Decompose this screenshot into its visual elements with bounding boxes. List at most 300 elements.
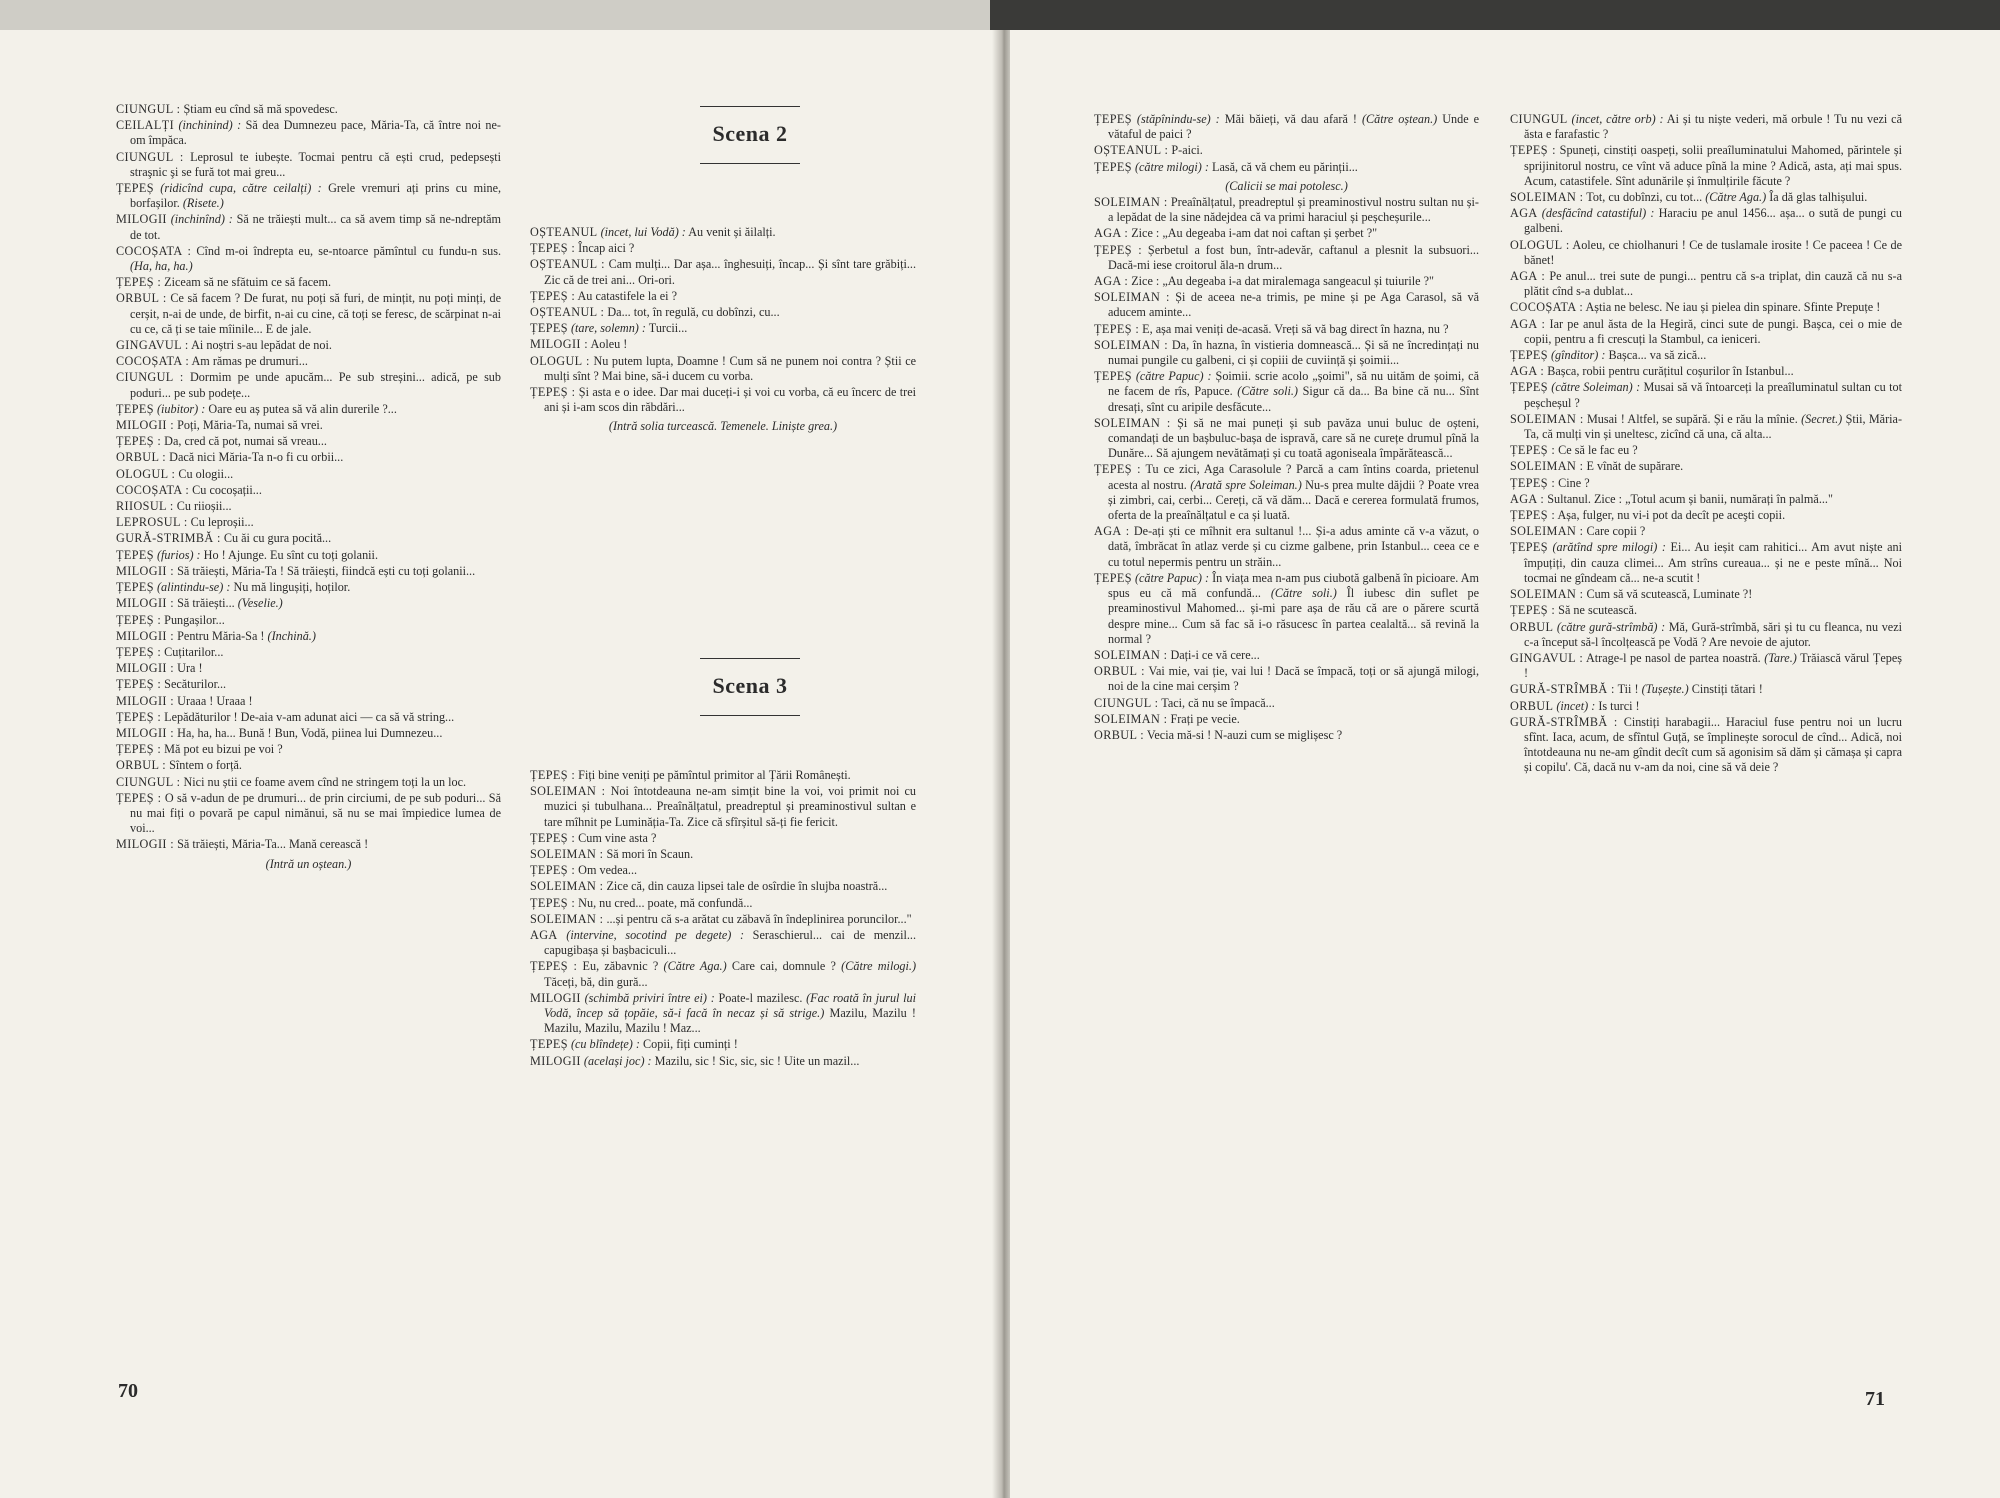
dialogue-text: Fiți bine veniți pe pămîntul primitor al Țării Românești. [578,768,851,782]
speaker-name: RIIOSUL : [116,499,174,514]
speaker-name: ȚEPEȘ : [116,434,162,449]
dialogue-text: Tii ! [1617,682,1639,697]
dialogue-line [116,244,501,274]
dialogue-line [1510,620,1902,650]
speaker-name: COCOȘATA : [116,354,190,369]
dialogue-text: Ziceam să ne sfătuim ce să facem. [164,275,331,290]
speaker-name: AGA : [1094,226,1129,241]
speaker-name: ȚEPEȘ [1510,540,1548,555]
speaker-name: SOLEIMAN : [1094,711,1168,726]
stage-direction: (Tare.) [1764,650,1797,665]
speaker-name: ȚEPEȘ [1094,159,1132,174]
dialogue-text: Taci, că nu se împacă... [1161,695,1275,710]
dialogue-text: Cu ologii... [178,466,234,481]
speaker-name: ORBUL : [1094,664,1145,679]
speaker-name: OȘTEANUL : [530,257,605,272]
dialogue-text: Iar pe anul ăsta de la Hegiră, cinci sute de pungi. Bașca, cei o mie de copii, pentru a fi crescuți la Stambul, ca ienicerі. [1524,316,1902,346]
stage-direction: (Către soli.) [1237,384,1298,399]
speaker-name: CIUNGUL : [1094,695,1159,710]
speaker-name: LEPROSUL : [116,515,188,530]
dialogue-text: Tot, cu dobînzi, cu tot... [1586,190,1703,205]
dialogue-text: E vînăt de supărare. [1586,459,1684,474]
stage-direction: (Arată spre Soleiman.) [1190,477,1302,492]
speaker-name: ȚEPEȘ : [1094,242,1142,257]
dialogue-line [1510,190,1902,205]
dialogue-text: Mazilu, sic ! Sic, sic, sic ! Uite un mazil... [654,1053,860,1068]
dialogue-text: Frați pe vecie. [1170,711,1240,726]
dialogue-text: Aoleu ! [590,337,628,352]
dialogue-line [116,726,501,741]
speaker-name: ORBUL : [116,450,167,465]
dialogue-line [530,289,916,304]
dialogue-line [116,596,501,611]
dialogue-line [530,1054,916,1069]
speaker-name: MILOGII : [116,837,175,852]
dialogue-text: Secăturilor... [164,677,227,692]
dialogue-line [530,959,916,989]
dialogue-line [530,305,916,320]
speaker-name: OȘTEANUL : [1094,143,1169,158]
stage-direction: (desfăcînd catastiful) : [1541,206,1655,221]
speaker-name: ȚEPEȘ : [1094,462,1141,477]
dialogue-text: Nu-s prea multe dăjdii ? Poate vrea și zimbri, cai, cerbi... Cereți, că vă dăm... Dacă e cererea formulată frumos, oferta de la preaînălțatul e ca și luată. [1108,477,1480,523]
dialogue-text: Lasă, că vă chem eu părinții... [1212,159,1358,174]
dialogue-text: Is turci ! [1598,698,1640,713]
dialogue-line [116,181,501,211]
speaker-name: MILOGII : [116,693,175,708]
page-number: 70 [118,1380,138,1402]
dialogue-text: Dormim pe unde apucăm... Pe sub streșini... adică, pe sub poduri... pe sub podețe... [130,370,501,400]
speaker-name: SOLEIMAN : [1510,587,1584,602]
speaker-name: OLOGUL : [530,353,590,368]
page-number: 71 [1865,1388,1885,1410]
stage-direction: (incet, către orb) : [1571,112,1664,126]
speaker-name: ȚEPEȘ : [530,768,576,782]
dialogue-text: Am rămas pe drumuri... [191,354,308,369]
speaker-name: CIUNGUL [1510,112,1568,126]
speaker-name: ȚEPEȘ [1094,570,1132,585]
dialogue-text: Lepădăturilor ! De-aia v-am adunat aici — ca să vă string... [164,709,455,724]
dialogue-text: Copii, fiți cuminți ! [643,1037,738,1052]
dialogue-text: Care copii ? [1586,524,1646,539]
dialogue-line [116,837,501,852]
speaker-name: ȚEPEȘ [1094,112,1132,126]
dialogue-text: Și să ne mai puneți și sub pavăza unui buluc de oșteni, comandați de un bașbuluc-bașa de ispravă, care să ne curețe drumul pînă la Dunăre... Să ajungem nevătămați și cu toată agoniseala împărătească... [1108,415,1480,461]
dialogue-text: Musai să vă întoarceți la preaîluminatul sultan cu tot peșcheșul ? [1524,380,1902,410]
dialogue-line [116,775,501,790]
dialogue-line [530,784,916,830]
stage-direction: (alintindu-se) : [156,580,231,595]
dialogue-text: Cu cocoșații... [192,482,262,497]
dialogue-text: Mă, Gură-strîmbă, sări și tu cu fleanca, nu vezi c-a început să-l încolțească pe Vodă ? Are nevoie de ajutor. [1524,619,1902,649]
dialogue-text: Cum să vă scutească, Luminate ?! [1586,587,1753,602]
dialogue-line [116,857,501,872]
dialogue-text: Ha, ha, ha... Bună ! Bun, Vodă, piinea lui Dumnezeu... [177,725,443,740]
dialogue-line [1510,476,1902,491]
dialogue-text: Sîntem o forță. [169,758,242,773]
dialogue-line [1510,238,1902,268]
stage-direction: (inchinind) : [178,118,242,133]
speaker-name: ȚEPEȘ [116,547,154,562]
dialogue-text: Să trăiești, Măria-Ta... Mană cerească ! [177,837,369,852]
speaker-name: ORBUL : [1094,727,1145,742]
speaker-name: GINGAVUL : [116,338,189,353]
speaker-name: ORBUL [1510,619,1554,634]
dialogue-text: Musai ! Altfel, se supără. Și e rău la mînie. [1586,411,1798,426]
dialogue-line [1510,715,1902,776]
speaker-name: MILOGII : [116,418,175,433]
dialogue-text: Și de aceea ne-a trimis, pe mine și pe Aga Carasol, să vă aducem aminte... [1108,290,1479,320]
dialogue-text: Mazilu, Mazilu ! Mazilu, Mazilu, Mazilu ! Maz... [544,1006,916,1036]
dialogue-text: Pungașilor... [164,612,225,627]
speaker-name: CIUNGUL : [116,149,184,164]
dialogue-text: Cinstiți harabagii... Haraciul fuse pentru noi un lucru sfînt. Iaca, acum, de sfîntul Guță, se împlinește sorocul de cînd... Adică, noi întotdeauna nu ne-am gîndit decît cum să agonisim să dăm și cămașa și capra și copilu'. Că, dacă nu v-am da noi, cine să vă deie ? [1524,714,1902,775]
scene-2-heading [615,106,885,164]
dialogue-line [1510,380,1902,410]
speaker-name: ȚEPEȘ [1094,369,1132,384]
dialogue-text: Leprosul te iubește. Tocmai pentru că ești crud, pedepsești straşnic şi se fură tot mai greu... [130,149,501,179]
speaker-name: ORBUL : [116,291,167,306]
dialogue-text: Oare eu aș putea să vă alin durerile ?... [208,401,397,416]
speaker-name: AGA : [1510,269,1546,284]
dialogue-text: Ce să le fac eu ? [1558,443,1638,458]
dialogue-line [530,257,916,287]
dialogue-text: Haraciu pe anul 1456... așa... o sută de pungi cu galbeni. [1524,206,1903,236]
dialogue-line [116,791,501,837]
dialogue-text: Să ne scutească. [1558,603,1638,618]
scene-3-heading [615,658,885,716]
dialogue-text: Tu ce zici, Aga Carasolule ? Parcă a cam întins coarda, prietenul acesta al nostru. [1108,462,1479,492]
dialogue-text: Zice : „Au degeaba i-am dat noi caftan și șerbet ?" [1131,226,1378,241]
dialogue-line [1510,587,1902,602]
stage-direction: (Către milogi.) [841,959,917,974]
dialogue-line [1510,492,1902,507]
stage-direction: (arătînd spre milogi) : [1552,540,1666,555]
stage-direction: (Fac roată în jurul lui Vodă, încep să țopăie, să-i facă în necaz și să strige.) [544,990,917,1021]
dialogue-line [116,450,501,465]
dialogue-text: Ura ! [177,661,203,676]
stage-direction: (gînditor) : [1550,348,1606,363]
speaker-name: SOLEIMAN : [1510,411,1584,426]
speaker-name: COCOȘATA : [116,243,192,258]
dialogue-text: E, așa mai veniți de-acasă. Vreți să vă bag direct în hazna, nu ? [1142,321,1449,336]
dialogue-text: ...și pentru că s-a arătat cu zăbavă în îndeplinirea poruncilor..." [606,911,912,926]
dialogue-text: Turcii... [648,321,688,336]
dialogue-text: P-aici. [1171,143,1203,158]
dialogue-column-2-bottom [530,768,916,1070]
dialogue-text: Să dea Dumnezeu pace, Măria-Ta, că între noi ne-om împăca. [130,118,501,148]
dialogue-line [1094,664,1479,694]
dialogue-line [530,912,916,927]
dialogue-line [116,661,501,676]
stage-direction: (cu blîndețe) : [570,1037,640,1052]
dialogue-line [1510,412,1902,442]
dialogue-line [1510,651,1902,681]
dialogue-line [530,225,916,240]
dialogue-text: Să trăiești, Măria-Ta ! Să trăiești, fiindcă ești cu toți golanii... [177,563,476,578]
stage-direction: (tare, solemn) : [570,321,646,336]
speaker-name: MILOGII : [116,628,175,643]
speaker-name: SOLEIMAN : [1094,415,1171,430]
dialogue-line [116,150,501,180]
dialogue-text: Nu mă lingușiți, hoților. [233,580,351,595]
stage-direction: (către gură-strîmbă) : [1556,619,1666,634]
dialogue-text: Atrage-l pe nasol de partea noastră. [1585,650,1761,665]
speaker-name: MILOGII [530,990,581,1005]
speaker-name: ORBUL [1510,698,1554,713]
stage-direction: (Tușește.) [1641,682,1689,697]
dialogue-line [1510,508,1902,523]
dialogue-text: Bașca, robii pentru curățitul coșurilor în Istanbul... [1547,364,1794,379]
stage-direction: (același joc) : [583,1053,652,1068]
dialogue-line [116,102,501,117]
speaker-name: GURĂ-STRÎMBĂ : [1510,682,1615,697]
speaker-name: ȚEPEȘ : [116,275,162,290]
dialogue-line [530,385,916,415]
dialogue-text: Mă pot eu bizui pe voi ? [164,742,283,757]
stage-direction: (incet, lui Vodă) : [600,225,686,239]
speaker-name: ȚEPEȘ : [1094,321,1140,336]
stage-direction: (Intră solia turcească. Temenele. Liniște grea.) [608,419,838,434]
dialogue-line [1094,195,1479,225]
speaker-name: OȘTEANUL : [530,305,605,320]
dialogue-line [530,241,916,256]
stage-direction: (schimbă priviri între ei) : [584,990,715,1005]
dialogue-line [116,758,501,773]
dialogue-text: O să v-adun de pe drumuri... de prin circiumi, de pe sub poduri... Să nu mai fiți o povară pe capul nimănui, să nu se mai împiedice lumea de voi... [130,790,501,836]
speaker-name: SOLEIMAN : [1094,337,1169,352]
dialogue-line [1094,416,1479,462]
dialogue-line [1510,443,1902,458]
dialogue-line [1510,317,1902,347]
speaker-name: SOLEIMAN : [1094,290,1170,305]
speaker-name: SOLEIMAN : [1094,647,1168,662]
dialogue-line [1094,243,1479,273]
speaker-name: GURĂ-STRIMBĂ : [116,531,221,546]
dialogue-line [1094,462,1479,523]
speaker-name: ȚEPEȘ : [116,790,162,805]
speaker-name: AGA : [1510,364,1545,379]
dialogue-line [116,418,501,433]
dialogue-text: Dați-i ce vă cere... [1170,647,1260,662]
dialogue-line [1510,524,1902,539]
speaker-name: ȚEPEȘ : [1510,475,1556,490]
dialogue-line [530,847,916,862]
speaker-name: ȚEPEȘ [116,181,154,196]
dialogue-text: Vecia mă-si ! N-auzi cum se miglișesc ? [1146,727,1343,742]
dialogue-line [116,499,501,514]
dialogue-text: Îl iubesc din suflet pe preaminostivul Mahomed... și-mi pare așa de rău că are o părere scurtă despre mine... Cum să fac să i-o răsucesc în partea cealaltă... să revină la normal ? [1108,586,1479,646]
dialogue-text: Cine ? [1558,475,1590,490]
dialogue-text: Îa dă glas talhișului. [1769,190,1868,205]
dialogue-line [530,928,916,958]
speaker-name: MILOGII : [530,337,589,352]
dialogue-line [1094,696,1479,711]
dialogue-line [1510,112,1902,142]
dialogue-line [116,742,501,757]
dialogue-column-3 [1094,112,1479,744]
dialogue-text: Știam eu cînd să mă spovedesc. [183,102,338,116]
dialogue-text: Să ne trăiești mult... ca să avem timp să ne-ndreptăm de tot. [130,212,501,242]
dialogue-line [1094,290,1479,320]
stage-direction: (inchinînd) : [170,212,233,227]
speaker-name: ȚEPEȘ : [116,644,162,659]
dialogue-text: Și asta e o idee. Dar mai duceți-i și voi cu vorba, că eu încerc de trei ani și i-am scos din răbdări... [544,385,917,415]
dialogue-line [116,354,501,369]
dialogue-line [530,831,916,846]
speaker-name: CIUNGUL : [116,774,181,789]
dialogue-line [530,863,916,878]
dialogue-text: Preaînălțatul, preadreptul și preaminostivul nostru sultan nu și-a lepădat de la sine nădejdea că va primi haraciul și peșcheșurile... [1108,195,1479,225]
dialogue-text: Zice : „Au degeaba i-a dat miralemaga sangeacul și tuiurile ?" [1131,274,1434,289]
speaker-name: ȚEPEȘ [116,580,154,595]
dialogue-column-2-top [530,225,916,436]
dialogue-text: Da... tot, în regulă, cu dobînzi, cu... [607,305,780,320]
speaker-name: ȚEPEȘ : [1510,508,1556,523]
speaker-name: AGA [530,928,558,943]
scene-title: Scena 2 [712,121,788,146]
dialogue-text: Nici nu știi ce foame avem cînd ne stringem toți la un loc. [183,774,467,789]
dialogue-text: Seraschierul... cai de menzil... capugibașa și bașbaciculi... [544,928,917,958]
speaker-name: MILOGII : [116,661,175,676]
left-page [0,30,996,1498]
dialogue-text: Trăiască vărul Țepeș ! [1524,650,1903,681]
dialogue-line [116,291,501,337]
dialogue-line [530,321,916,336]
dialogue-text: Eu, zăbavnic ? [582,959,659,974]
dialogue-text: Ce să facem ? De furat, nu poți să furi, de mințit, nu poți minți, de cerșit, n-ai de unde, de birfit, n-ai cu cine, că toți se feresc, de scărpinat n-ai cu ce, că ți se taie mîinile... E de jale. [130,291,502,336]
speaker-name: SOLEIMAN : [1510,524,1584,539]
dialogue-line [1094,338,1479,368]
scene-rule-bottom [700,715,800,716]
dialogue-line [116,370,501,400]
dialogue-line [116,402,501,417]
speaker-name: ȚEPEȘ : [530,288,576,303]
speaker-name: ȚEPEȘ : [530,385,576,400]
dialogue-line [1094,179,1479,194]
dialogue-text: Ho ! Ajunge. Eu sînt cu toți golanii. [203,547,378,562]
stage-direction: (incet) : [1556,698,1596,713]
dialogue-line [116,710,501,725]
dialogue-line [1094,571,1479,647]
speaker-name: SOLEIMAN : [530,879,604,894]
dialogue-line [1510,364,1902,379]
dialogue-line [1094,712,1479,727]
speaker-name: SOLEIMAN : [1510,459,1584,474]
dialogue-text: Aoleu, ce chiolhanuri ! Ce de tuslamale irosite ! Ce paceea ! Ce de bănet! [1524,237,1902,267]
dialogue-line [116,548,501,563]
dialogue-text: Care cai, domnule ? [731,959,836,974]
dialogue-text: Cu riioșii... [176,499,232,514]
speaker-name: ȚEPEȘ : [116,709,162,724]
dialogue-text: Poți, Măria-Ta, numai să vrei. [177,418,323,433]
dialogue-text: Spuneți, cinstiți oaspeți, solii preaîluminatului Mahomed, părintele și sprijinitorul nostru, ce vînt vă aduce pînă la mine ? Adică, asta, ați mai spus. Acum, catastifele. Sînt adunările și înmulțirile făcute ? [1524,143,1903,188]
dialogue-text: Au catastifele la ei ? [577,288,677,303]
dialogue-text: Ei... Au ieșit cam rahitici... Am avut niște ani împuțiți, din cauza climei... Am strîns cureaua... și ne e peste mînă... Noi tocmai ne gîndeam că... ne-a scutit ! [1524,540,1903,585]
dialogue-text: Vai mie, vai ție, vai lui ! Dacă se împacă, toți or să ajungă milogi, noi de la cine mai cerșim ? [1108,664,1479,694]
speaker-name: SOLEIMAN : [530,784,606,799]
stage-direction: (Inchină.) [267,628,316,643]
dialogue-text: Om vedea... [578,863,638,878]
dialogue-line [116,483,501,498]
dialogue-line [1510,540,1902,586]
dialogue-line [1094,524,1479,570]
dialogue-line [116,645,501,660]
dialogue-line [1510,459,1902,474]
dialogue-text: Cu leproșii... [190,515,254,530]
dialogue-text: Bașca... va să zică... [1608,348,1707,363]
dialogue-line [1094,274,1479,289]
scene-rule-bottom [700,163,800,164]
dialogue-text: Poate-l mazilesc. [718,990,803,1005]
dialogue-text: Dacă nici Măria-Ta n-o fi cu orbii... [169,450,344,465]
speaker-name: MILOGII : [116,563,175,578]
speaker-name: ȚEPEȘ : [530,895,576,910]
stage-direction: (intervine, socotind pe degete) : [566,928,745,943]
speaker-name: SOLEIMAN : [1094,195,1168,210]
stage-direction: (Către oștean.) [1361,112,1438,126]
speaker-name: ȚEPEȘ [530,1037,568,1052]
dialogue-line [1510,603,1902,618]
speaker-name: SOLEIMAN : [530,847,604,862]
speaker-name: ȚEPEȘ : [1510,603,1556,618]
dialogue-column-4 [1510,112,1902,777]
stage-direction: (Ha, ha, ha.) [130,259,193,274]
dialogue-line [1094,728,1479,743]
dialogue-text: Măi băieți, vă dau afară ! [1224,112,1357,126]
speaker-name: COCOȘATA : [1510,300,1584,315]
stage-direction: (Către soli.) [1270,586,1337,601]
dialogue-text: Grele vremuri ați prins cu mine, borfașilor. [130,181,502,211]
stage-direction: (Către Aga.) [1705,190,1767,205]
stage-direction: (Risete.) [182,196,224,211]
dialogue-text: Nu putem lupta, Doamne ! Cum să ne punem noi contra ? Știi ce mulți sînt ? Mai bine, să-i ducem cu vorba. [544,353,917,383]
dialogue-line [116,564,501,579]
dialogue-line [530,991,916,1037]
dialogue-line [116,677,501,692]
dialogue-text: Șerbetul a fost bun, într-adevăr, caftanul a plesnit la subsuori... Dacă-mi iese croitorul ăla-n drum... [1108,242,1479,272]
dialogue-text: Sultanul. Zice : „Totul acum și banii, numărați în palmă..." [1547,491,1833,506]
dialogue-line [1510,300,1902,315]
stage-direction: (către milogi) : [1134,159,1209,174]
dialogue-line [530,768,916,783]
speaker-name: ȚEPEȘ : [1510,143,1556,158]
dialogue-text: Să mori în Scaun. [606,847,694,862]
speaker-name: ORBUL : [116,758,167,773]
dialogue-text: Cînd m-oi îndrepta eu, se-ntoarce pămîntul cu fundu-n sus. [196,243,501,258]
stage-direction: (ridicînd cupa, către ceilalți) : [160,181,322,196]
speaker-name: MILOGII [116,212,167,227]
dialogue-text: Sigur că da... Ba bine că nu... Sînt dresați, sînt cu aripile desfăcute... [1108,384,1479,414]
speaker-name: OLOGUL : [1510,237,1570,252]
speaker-name: CIUNGUL : [116,102,181,116]
dialogue-text: În viața mea n-am pus ciubotă galbenă în picioare. Am spus eu că mă confundă... [1108,570,1479,601]
speaker-name: ȚEPEȘ [530,321,568,336]
dialogue-line [116,212,501,242]
dialogue-line [530,354,916,384]
dialogue-line [1094,369,1479,415]
stage-direction: (către Papuc) : [1135,369,1212,384]
dialogue-text: Să trăiești... [177,596,235,611]
dialogue-line [116,531,501,546]
speaker-name: ȚEPEȘ [1510,348,1548,363]
dialogue-line [1510,206,1902,236]
dialogue-text: Pe anul... trei sute de pungi... pentru că s-a triplat, din cauză că nu s-a plătit cînd s-a dublat... [1524,269,1902,299]
dialogue-text: Ai noștri s-au lepădat de noi. [191,338,332,353]
dialogue-line [1094,143,1479,158]
dialogue-line [116,338,501,353]
stage-direction: (Intră un oștean.) [265,856,352,871]
